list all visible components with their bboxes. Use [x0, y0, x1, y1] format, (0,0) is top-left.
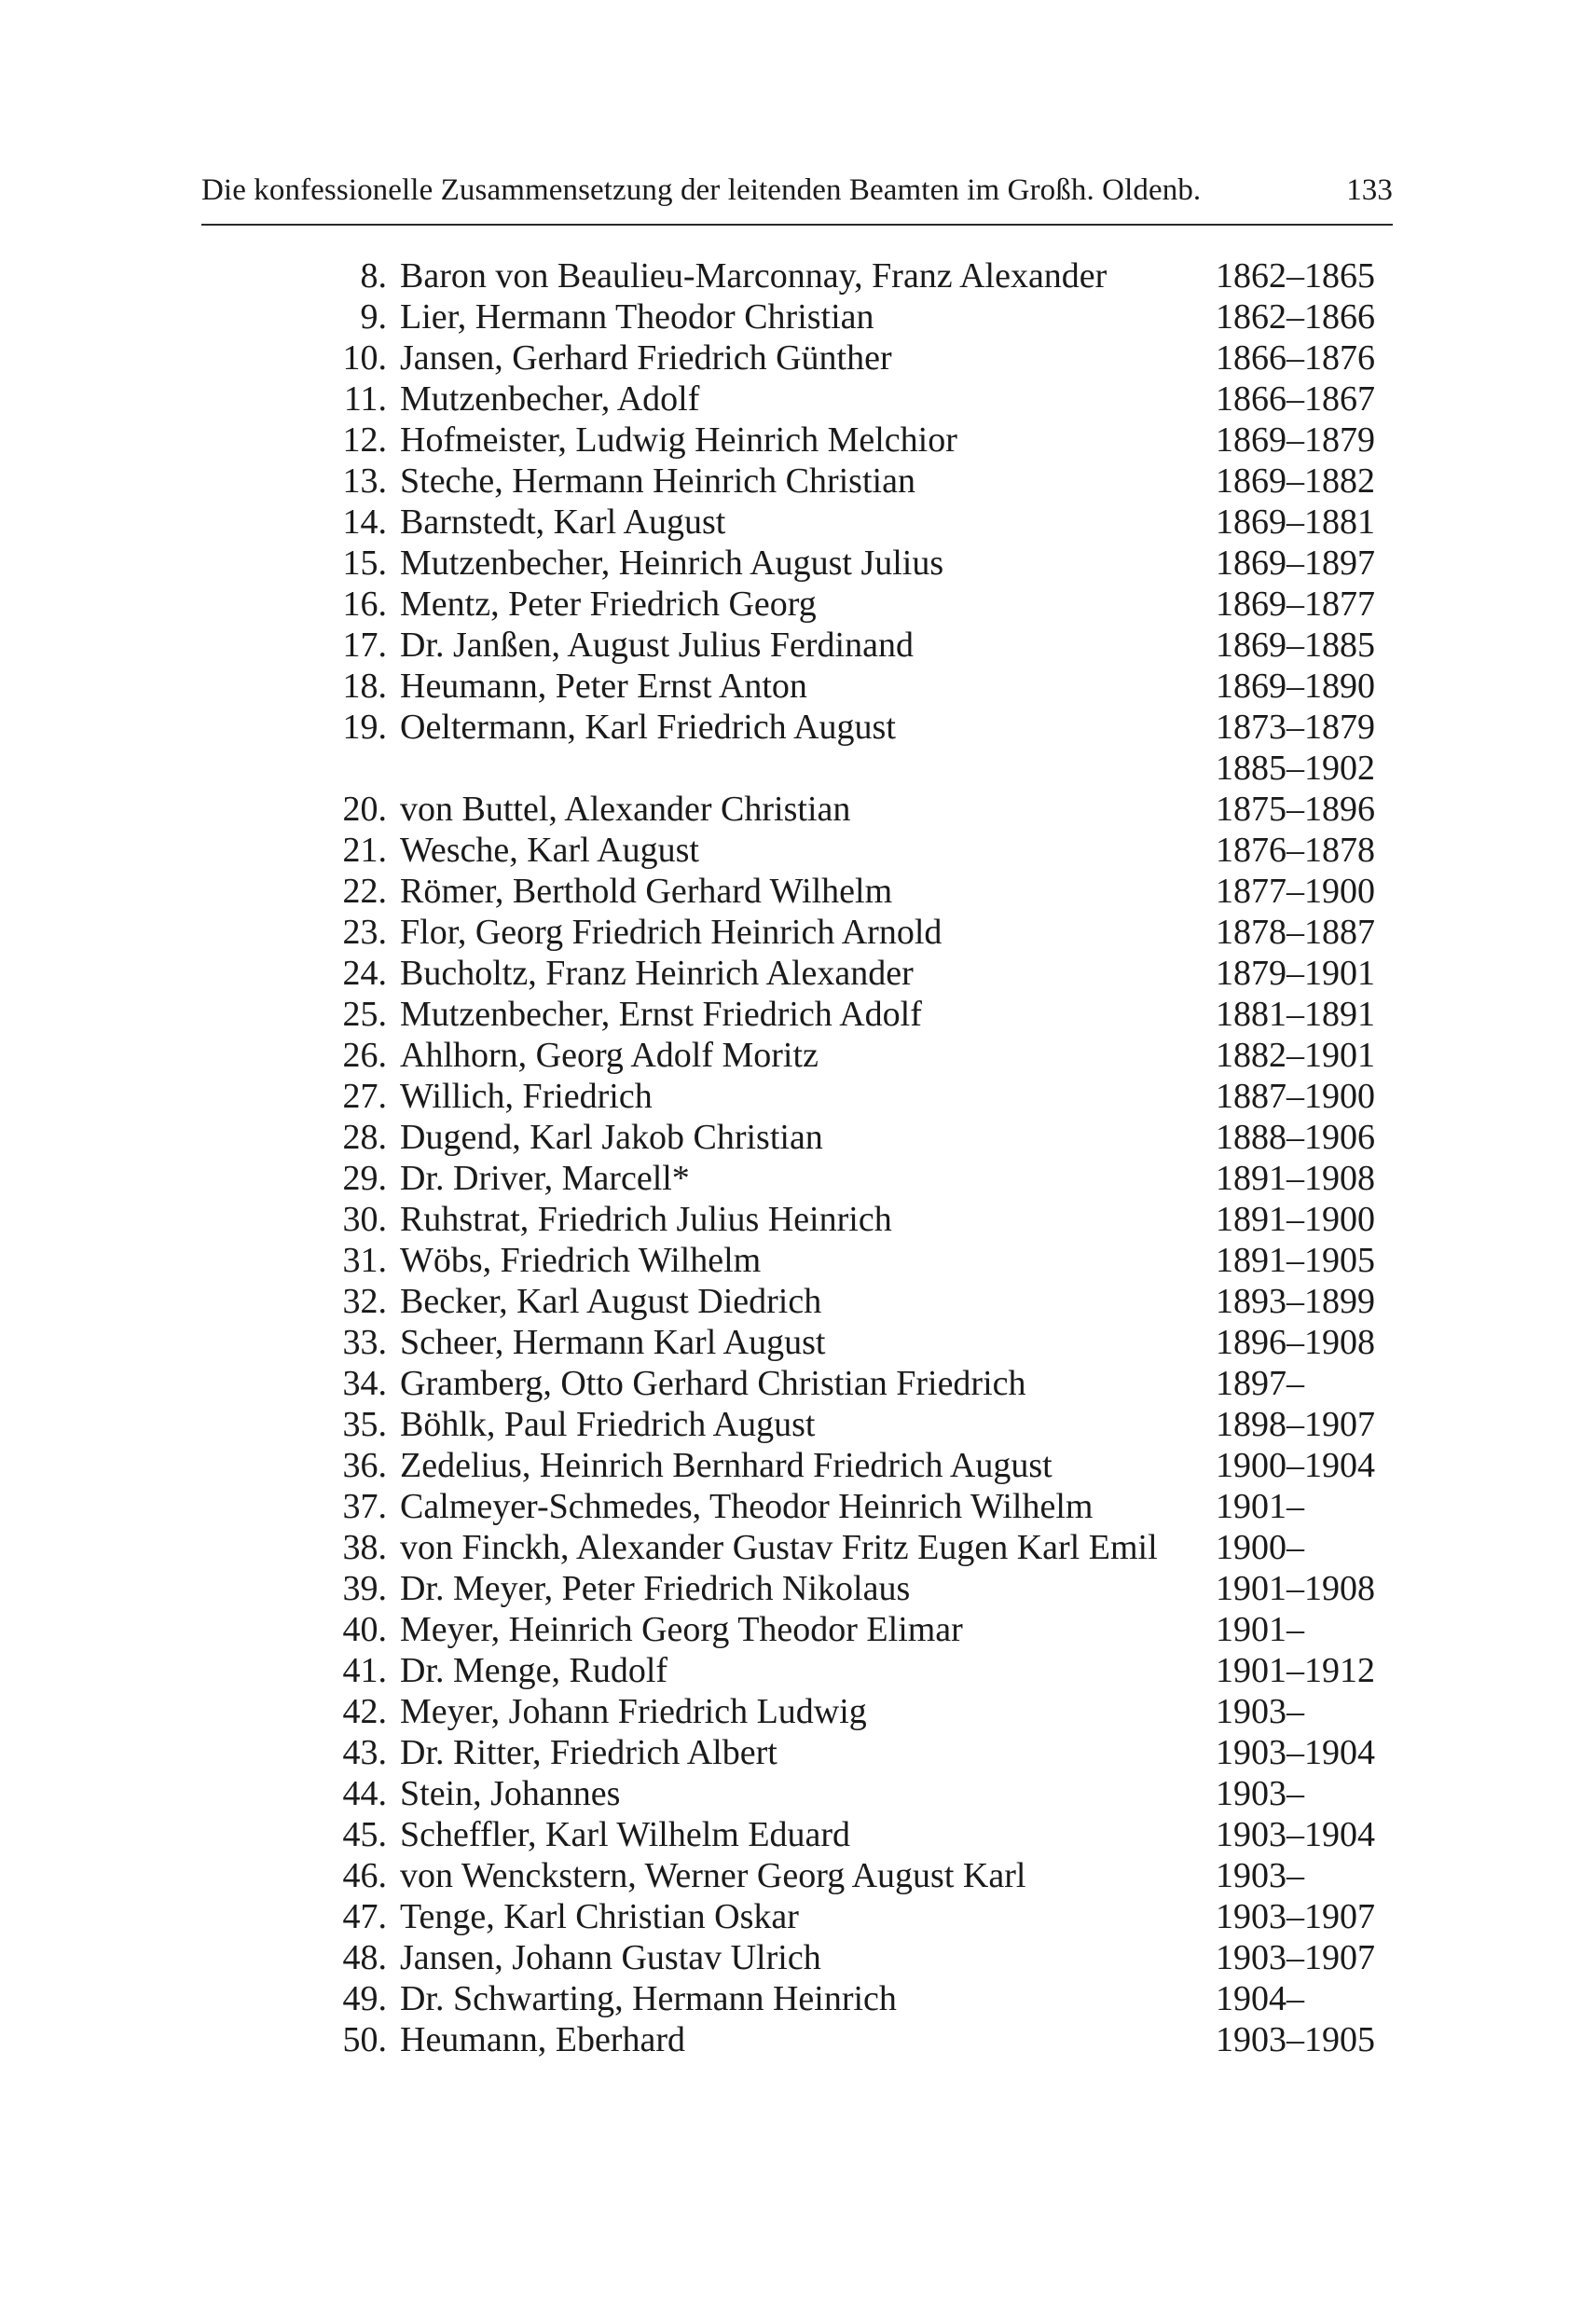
entry-name: Dr. Janßen, August Julius Ferdinand — [400, 626, 914, 665]
entry-name: Willich, Friedrich — [400, 1077, 653, 1116]
entry-number: 41. — [342, 1651, 387, 1690]
entry-years: 1903–1905 — [1216, 2020, 1375, 2059]
entry-years: 1869–1897 — [1216, 544, 1375, 583]
entry-name: Mentz, Peter Friedrich Georg — [400, 585, 817, 624]
entry-years: 1901– — [1216, 1610, 1304, 1649]
entry-name: Dr. Menge, Rudolf — [400, 1651, 668, 1690]
entry-name: Dr. Driver, Marcell* — [400, 1159, 690, 1198]
entry-number: 17. — [342, 626, 387, 665]
list-item — [322, 748, 1396, 789]
entry-number: 30. — [342, 1200, 387, 1239]
list-item — [322, 1732, 1396, 1773]
entry-number — [322, 748, 387, 789]
entry-name: Gramberg, Otto Gerhard Christian Friedrich — [400, 1364, 1026, 1403]
entry-number: 12. — [342, 420, 387, 460]
entry-number: 23. — [342, 913, 387, 952]
list-item — [322, 953, 1396, 994]
list-item — [322, 871, 1396, 912]
list-item — [322, 666, 1396, 707]
entry-number: 43. — [342, 1733, 387, 1772]
list-item — [322, 2019, 1396, 2060]
entry-name: Bucholtz, Franz Heinrich Alexander — [400, 954, 914, 993]
entry-number: 28. — [342, 1118, 387, 1157]
entry-name: Dugend, Karl Jakob Christian — [400, 1118, 823, 1157]
list-item — [322, 1814, 1396, 1855]
list-item — [322, 502, 1396, 543]
entry-years: 1903–1904 — [1216, 1733, 1375, 1772]
entry-name: Jansen, Johann Gustav Ulrich — [400, 1938, 821, 1977]
entry-number: 33. — [342, 1323, 387, 1362]
entry-name: von Buttel, Alexander Christian — [400, 790, 851, 829]
entry-name: Stein, Johannes — [400, 1774, 621, 1813]
entry-name: Baron von Beaulieu-Marconnay, Franz Alexander — [400, 256, 1108, 296]
list-item — [322, 296, 1396, 337]
list-item — [322, 1691, 1396, 1732]
entry-number: 10. — [342, 338, 387, 378]
entry-name: Dr. Schwarting, Hermann Heinrich — [400, 1979, 897, 2018]
entry-name: Scheffler, Karl Wilhelm Eduard — [400, 1815, 851, 1854]
entry-name: Scheer, Hermann Karl August — [400, 1323, 826, 1362]
entry-years: 1869–1885 — [1216, 626, 1375, 665]
list-item — [322, 1978, 1396, 2019]
entry-number: 32. — [342, 1282, 387, 1321]
entry-name: Oeltermann, Karl Friedrich August — [400, 708, 896, 747]
entry-years: 1903–1904 — [1216, 1815, 1375, 1854]
entry-years: 1862–1865 — [1216, 256, 1375, 296]
entry-years: 1873–1879 — [1216, 708, 1375, 747]
entry-number: 39. — [342, 1569, 387, 1608]
entry-number: 49. — [342, 1979, 387, 2018]
entry-years: 1888–1906 — [1216, 1118, 1375, 1157]
header-rule — [201, 224, 1393, 226]
entry-years: 1903– — [1216, 1774, 1304, 1813]
entry-number: 29. — [342, 1159, 387, 1198]
entry-years: 1875–1896 — [1216, 790, 1375, 829]
list-item — [322, 1486, 1396, 1527]
entry-number: 14. — [342, 502, 387, 542]
list-item — [322, 255, 1396, 296]
entry-name — [387, 748, 1216, 789]
entry-name: Wesche, Karl August — [400, 831, 699, 870]
entry-number: 42. — [342, 1692, 387, 1731]
list-item — [322, 1609, 1396, 1650]
entry-name: Meyer, Johann Friedrich Ludwig — [400, 1692, 867, 1731]
entry-number: 31. — [342, 1241, 387, 1280]
list-item — [322, 1568, 1396, 1609]
entry-years: 1881–1891 — [1216, 995, 1375, 1034]
entry-years: 1898–1907 — [1216, 1405, 1375, 1444]
entry-name: Barnstedt, Karl August — [400, 502, 726, 542]
entry-name: Becker, Karl August Diedrich — [400, 1282, 822, 1321]
entry-years: 1896–1908 — [1216, 1323, 1375, 1362]
list-item — [322, 1240, 1396, 1281]
entry-number: 38. — [342, 1528, 387, 1567]
list-item — [322, 707, 1396, 748]
entry-years: 1901– — [1216, 1487, 1304, 1526]
entry-number: 21. — [342, 831, 387, 870]
entry-years: 1891–1908 — [1216, 1159, 1375, 1198]
list-item — [322, 461, 1396, 502]
entry-years: 1869–1877 — [1216, 585, 1375, 624]
running-header — [201, 173, 1393, 208]
list-item — [322, 1855, 1396, 1896]
list-item — [322, 1937, 1396, 1978]
list-item — [322, 543, 1396, 584]
entry-years: 1882–1901 — [1216, 1036, 1375, 1075]
list-item — [322, 1896, 1396, 1937]
list-item — [322, 1650, 1396, 1691]
entry-years: 1862–1866 — [1216, 297, 1375, 337]
entry-name: von Wenckstern, Werner Georg August Karl — [400, 1856, 1026, 1895]
page-number: 133 — [1346, 173, 1393, 207]
entry-years: 1901–1912 — [1216, 1651, 1375, 1690]
entry-years: 1903– — [1216, 1692, 1304, 1731]
entry-number: 15. — [342, 544, 387, 583]
entry-name: Mutzenbecher, Adolf — [400, 379, 700, 419]
list-item — [322, 1445, 1396, 1486]
entry-number: 45. — [342, 1815, 387, 1854]
list-item — [322, 1363, 1396, 1404]
entry-years: 1876–1878 — [1216, 831, 1375, 870]
list-item — [322, 1117, 1396, 1158]
entry-years: 1900– — [1216, 1528, 1304, 1567]
entry-number: 40. — [342, 1610, 387, 1649]
list-item — [322, 1322, 1396, 1363]
list-item — [322, 1076, 1396, 1117]
entry-name: Mutzenbecher, Ernst Friedrich Adolf — [400, 995, 922, 1034]
entry-years: 1903– — [1216, 1856, 1304, 1895]
entry-number: 50. — [342, 2020, 387, 2059]
entry-name: Ruhstrat, Friedrich Julius Heinrich — [400, 1200, 892, 1239]
entry-name: Dr. Ritter, Friedrich Albert — [400, 1733, 777, 1772]
list-item — [322, 584, 1396, 625]
entry-number: 48. — [342, 1938, 387, 1977]
list-item — [322, 789, 1396, 830]
entry-name: Flor, Georg Friedrich Heinrich Arnold — [400, 913, 942, 952]
entry-years: 1887–1900 — [1216, 1077, 1375, 1116]
entry-years: 1904– — [1216, 1979, 1304, 2018]
entry-name: Heumann, Peter Ernst Anton — [400, 667, 807, 706]
entry-number: 11. — [343, 379, 387, 419]
list-item — [322, 1035, 1396, 1076]
list-item — [322, 1527, 1396, 1568]
entry-years: 1878–1887 — [1216, 913, 1375, 952]
list-item — [322, 1404, 1396, 1445]
list-item — [322, 337, 1396, 378]
official-list — [322, 255, 1396, 2060]
entry-years: 1891–1900 — [1216, 1200, 1375, 1239]
entry-years: 1901–1908 — [1216, 1569, 1375, 1608]
entry-name: Heumann, Eberhard — [400, 2020, 685, 2059]
entry-years: 1903–1907 — [1216, 1897, 1375, 1936]
entry-years: 1866–1867 — [1216, 379, 1375, 419]
entry-name: Tenge, Karl Christian Oskar — [400, 1897, 799, 1936]
entry-years: 1866–1876 — [1216, 338, 1375, 378]
entry-years: 1891–1905 — [1216, 1241, 1375, 1280]
entry-number: 16. — [342, 585, 387, 624]
entry-years: 1877–1900 — [1216, 872, 1375, 911]
list-item — [322, 1281, 1396, 1322]
entry-years: 1869–1879 — [1216, 420, 1375, 460]
entry-name: Römer, Berthold Gerhard Wilhelm — [400, 872, 893, 911]
entry-number: 46. — [342, 1856, 387, 1895]
entry-number: 34. — [342, 1364, 387, 1403]
entry-name: Jansen, Gerhard Friedrich Günther — [400, 338, 892, 378]
entry-name: Lier, Hermann Theodor Christian — [400, 297, 874, 337]
entry-number: 20. — [342, 790, 387, 829]
entry-name: Calmeyer-Schmedes, Theodor Heinrich Wilhelm — [400, 1487, 1094, 1526]
entry-name: Dr. Meyer, Peter Friedrich Nikolaus — [400, 1569, 911, 1608]
entry-years: 1885–1902 — [1216, 749, 1375, 788]
entry-number: 18. — [342, 667, 387, 706]
entry-name: Wöbs, Friedrich Wilhelm — [400, 1241, 762, 1280]
entry-years: 1869–1881 — [1216, 502, 1375, 542]
entry-number: 13. — [342, 461, 387, 501]
entry-number: 37. — [342, 1487, 387, 1526]
list-item — [322, 1773, 1396, 1814]
list-item — [322, 420, 1396, 461]
entry-years: 1897– — [1216, 1364, 1304, 1403]
entry-name: von Finckh, Alexander Gustav Fritz Eugen Karl Emil — [400, 1528, 1158, 1567]
entry-name: Steche, Hermann Heinrich Christian — [400, 461, 915, 501]
list-item — [322, 994, 1396, 1035]
entry-number: 44. — [342, 1774, 387, 1813]
entry-name: Ahlhorn, Georg Adolf Moritz — [400, 1036, 819, 1075]
entry-number: 26. — [342, 1036, 387, 1075]
entry-name: Mutzenbecher, Heinrich August Julius — [400, 544, 944, 583]
entry-number: 27. — [342, 1077, 387, 1116]
entry-number: 24. — [342, 954, 387, 993]
entry-years: 1869–1882 — [1216, 461, 1375, 501]
entry-years: 1879–1901 — [1216, 954, 1375, 993]
entry-years: 1893–1899 — [1216, 1282, 1375, 1321]
running-header-title: Die konfessionelle Zusammensetzung der leitenden Beamten im Großh. Oldenb. — [201, 173, 1202, 207]
entry-number: 8. — [360, 256, 387, 296]
entry-name: Hofmeister, Ludwig Heinrich Melchior — [400, 420, 957, 460]
entry-name: Meyer, Heinrich Georg Theodor Elimar — [400, 1610, 963, 1649]
entry-number: 9. — [360, 297, 387, 337]
list-item — [322, 830, 1396, 871]
entry-years: 1900–1904 — [1216, 1446, 1375, 1485]
entry-number: 25. — [342, 995, 387, 1034]
list-item — [322, 1199, 1396, 1240]
list-item — [322, 1158, 1396, 1199]
list-item — [322, 378, 1396, 420]
entry-name: Böhlk, Paul Friedrich August — [400, 1405, 816, 1444]
entry-years: 1869–1890 — [1216, 667, 1375, 706]
entry-number: 22. — [342, 872, 387, 911]
entry-number: 35. — [342, 1405, 387, 1444]
entry-number: 36. — [342, 1446, 387, 1485]
entry-number: 47. — [342, 1897, 387, 1936]
list-item — [322, 625, 1396, 666]
entry-number: 19. — [342, 708, 387, 747]
list-item — [322, 912, 1396, 953]
entry-years: 1903–1907 — [1216, 1938, 1375, 1977]
entry-name: Zedelius, Heinrich Bernhard Friedrich August — [400, 1446, 1053, 1485]
